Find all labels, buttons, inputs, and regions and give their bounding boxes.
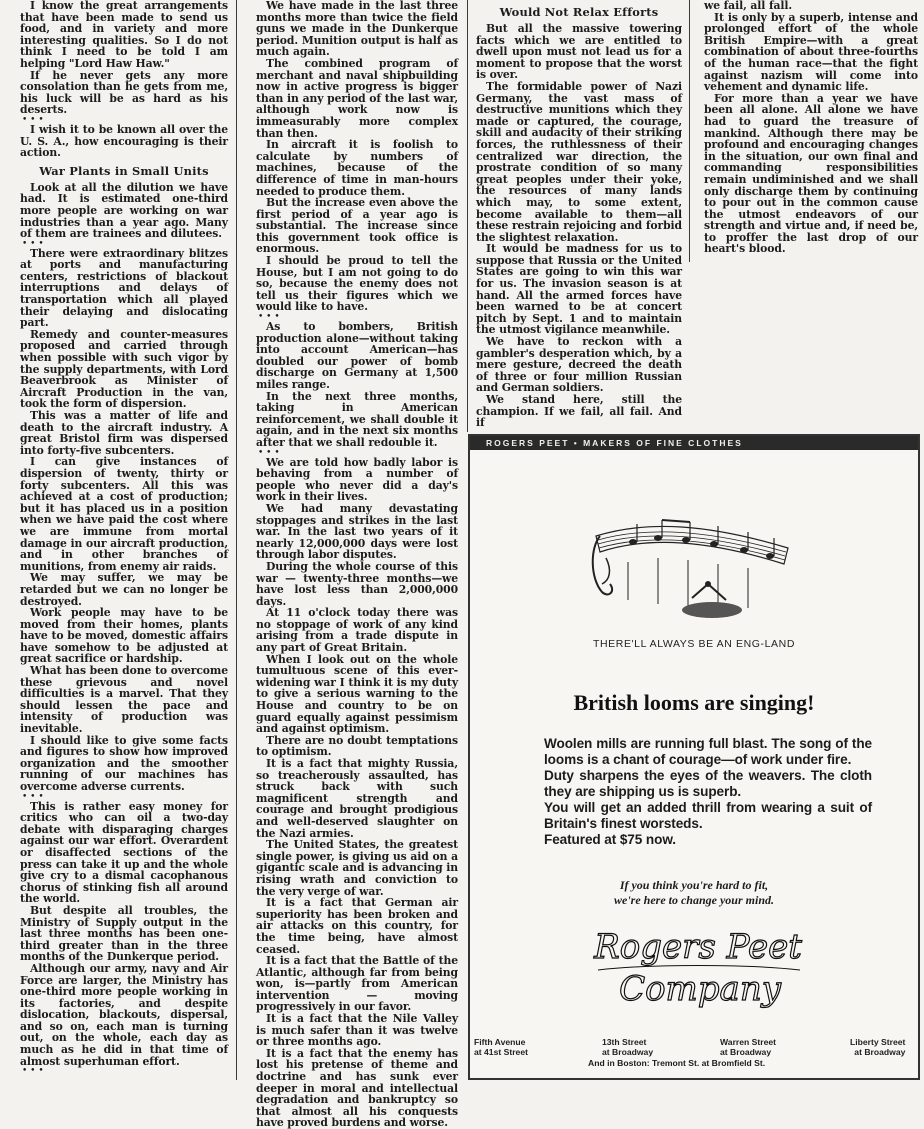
paragraph: But despite all troubles, the Ministry of Supply output in the last three months has been one-third greater than in the three months of the Dunkerque period. xyxy=(20,903,228,964)
store-location xyxy=(474,1038,528,1057)
rogers-peet-logo xyxy=(588,920,808,1016)
store-location xyxy=(720,1038,776,1057)
paragraph: In the next three months, taking in American reinforcement, we shall double it again, and in the next six months after that we shall redouble it. xyxy=(256,389,458,449)
ad-body-copy xyxy=(532,736,872,848)
section-stars: • • • xyxy=(258,447,280,458)
paragraph: Although our army, navy and Air Force are larger, the Ministry has one-third more people working in its factories, and despite dislocation, blackouts, dispersal, and so on, each man is turning out, on the whole, each day as much as he did in that time of almost superhuman effort. xyxy=(20,961,228,1068)
paragraph: I can give instances of dispersion of twenty, thirty or forty subcenters. All this was achieved at a cost of production; but it has placed us in a position when we have paid the cost where we are immune from mortal damage in our aircraft production, and in other branches of munitions, from enemy air raids. xyxy=(20,455,228,573)
ad-tagline: we're here to change your mind. xyxy=(613,893,774,907)
paragraph: We had many devastating stoppages and strikes in the last war. In the last two years of it nearly 12,000,000 days were lost through labor disputes. xyxy=(256,501,458,562)
paragraph: But the increase even above the first period of a year ago is substantial. The increase since this government took office is enormous. xyxy=(256,196,458,256)
boston-location: And in Boston: Tremont St. at Bromfield St. xyxy=(588,1058,766,1068)
subheading: War Plants in Small Units xyxy=(39,163,209,178)
paragraph: This was a matter of life and death to the aircraft industry. A great Bristol firm was dispersed into forty-five subcenters. xyxy=(20,409,228,457)
paragraph: We have made in the last three months more than twice the field guns we made in the Dunkerque period. Munition output is half as much again. xyxy=(256,0,458,59)
paragraph: As to bombers, British production alone—without taking into account American—has doubled our power of bomb discharge on Germany at 1,500 miles range. xyxy=(256,320,458,391)
store-location xyxy=(602,1038,653,1057)
paragraph: The combined program of merchant and naval shipbuilding now in active progress is bigger than in any period of the last war, although work now is immeasurably more complex than then. xyxy=(256,56,458,140)
paragraph: It would be madness for us to suppose that Russia or the United States are going to win this war for us. The invasion season is at hand. All the armed forces have been warned to be at concert pitch by Sept. 1 and to maintain the utmost vigilance meanwhile. xyxy=(476,242,682,337)
section-stars: • • • xyxy=(22,1066,44,1077)
paragraph: I should be proud to tell the House, but I am not going to do so, because the enemy does not tell us their figures which we would like to have. xyxy=(256,254,458,314)
paragraph: If he never gets any more consolation than he gets from me, his luck will be as hard as his deserts. xyxy=(20,68,228,117)
rogers-peet-advertisement xyxy=(468,434,920,1080)
article-column-1 xyxy=(2,0,234,1080)
paragraph: Work people may have to be moved from their homes, plants have to be moved, domestic affairs have somehow to be adjusted at great sacrifice or hardship. xyxy=(20,606,228,666)
paragraph: It is a fact that the Nile Valley is much safer than it was twelve or three months ago. xyxy=(256,1012,458,1049)
paragraph: For more than a year we have been all alone. All alone we have had to guard the treasure of mankind. Although there may be profound and encouraging changes in the situation, our own final and commanding responsibilities remain undiminished and we shall only discharge them by continuing to pour out in the common cause the utmost endeavors of our strength and virtue and, if need be, to proffer the last drop of our heart's blood. xyxy=(704,91,918,256)
illustration-caption: THERE'LL ALWAYS BE AN ENG-LAND xyxy=(592,638,796,650)
paragraph: we fail, all fall. xyxy=(704,0,793,12)
paragraph: Remedy and counter-measures proposed and carried through when possible with such vigor by the supply departments, with Lord Beaverbrook as Minister of Aircraft Production in the van, took the form of dispersion. xyxy=(20,327,228,411)
paragraph: It is a fact that mighty Russia, so treacherously assaulted, has struck back with such magnificent strength and courage and brought prodigious and well-deserved slaughter on the Nazi armies. xyxy=(256,757,458,840)
ad-paragraph: Woolen mills are running full blast. The song of the looms is a chant of courage—of work under fire. xyxy=(544,736,872,767)
section-stars: • • • xyxy=(258,312,280,323)
paragraph: There were extraordinary blitzes at ports and manufacturing centers, restrictions of blackout interruptions and delays of transportation which all played their delaying and dislocating part. xyxy=(20,246,228,330)
location-line: at Broadway xyxy=(854,1046,906,1057)
logo-text-line2: Company xyxy=(619,969,781,1009)
column-rule-2 xyxy=(467,0,468,432)
ad-headline: British looms are singing! xyxy=(573,690,815,715)
column-rule-1 xyxy=(236,0,237,1080)
ad-paragraph: Duty sharpens the eyes of the weavers. The cloth they are shipping us is superb. xyxy=(544,768,872,799)
paragraph: We are told how badly labor is behaving from a number of people who never did a day's work in their lives. xyxy=(256,455,458,504)
paragraph: I wish it to be known all over the U. S. A., how encouraging is their action. xyxy=(20,122,228,160)
paragraph: We may suffer, we may be retarded but we can no longer be destroyed. xyxy=(20,571,228,608)
music-staff-illustration xyxy=(588,518,798,624)
logo-text-line1: Rogers Peet xyxy=(594,927,802,967)
section-stars: • • • xyxy=(22,114,44,125)
paragraph: This is rather easy money for critics who can oil a two-day debate with disparaging charges against our war effort. Overardent or disaffected sections of the press can take it up and the whole give cry to a dismal cacophanous chorus of stinking fish all around the world. xyxy=(20,799,228,906)
paragraph: The formidable power of Nazi Germany, the vast mass of destructive munitions which they made or captured, the courage, skill and audacity of their striking forces, the ruthlessness of their centralized war direction, the prostrate condition of so many great peoples under their yoke, the resources of many lands which may, to some extent, become available to them—all these restrain rejoicing and forbid the slightest relaxation. xyxy=(476,79,682,244)
paragraph: During the whole course of this war — twenty-three months—we have lost less than 2,000,000 days. xyxy=(256,559,458,608)
paragraph: At 11 o'clock today there was no stoppage of work of any kind arising from a trade dispute in any part of Great Britain. xyxy=(256,606,458,655)
store-location xyxy=(850,1038,905,1057)
location-line: Liberty Street xyxy=(850,1037,906,1047)
paragraph: I know the great arrangements that have been made to send us food, and in variety and more interesting qualities. So I do not think I need to be told I am helping "Lord Haw Haw." xyxy=(20,0,228,70)
paragraph: Look at all the dilution we have had. It is estimated one-third more people are working on war industries than a year ago. Many of them are trainees and dilutees. xyxy=(20,180,228,241)
paragraph: It is only by a superb, intense and prolonged effort of the whole British Empire—with a great combination of about three-fourths of the human race—that the fight against nazism will come into vehement and dynamic life. xyxy=(704,10,918,94)
paragraph: The United States, the greatest single power, is giving us aid on a gigantic scale and is advancing in rising wrath and conviction to the very verge of war. xyxy=(256,838,458,898)
paragraph: It is a fact that the enemy has lost his pretense of theme and doctrine and has sunk ever deeper in moral and intellectual degradation and bankruptcy so that almost all his conquests have proved burdens and worse. xyxy=(256,1046,458,1129)
location-line: Warren Street xyxy=(720,1037,777,1047)
paragraph: In aircraft it is foolish to calculate by numbers of machines, because of the difference of time in man-hours needed to produce them. xyxy=(256,138,458,198)
location-line: Fifth Avenue xyxy=(474,1037,526,1047)
paragraph: It is a fact that the Battle of the Atlantic, although far from being won, is—partly from American intervention — moving progressively in our favor. xyxy=(256,954,458,1014)
paragraph: We have to reckon with a gambler's desperation which, by a mere gesture, decreed the death of three or four million Russian and German soldiers. xyxy=(476,335,682,395)
ad-tagline: If you think you're hard to fit, xyxy=(619,878,769,892)
subheading: Would Not Relax Efforts xyxy=(499,5,659,19)
section-stars: • • • xyxy=(22,791,44,802)
location-line: 13th Street xyxy=(602,1037,647,1047)
paragraph: What has been done to overcome these grievous and novel difficulties is a marvel. That they should lessen the pace and intensity of production was inevitable. xyxy=(20,664,228,736)
location-line: at Broadway xyxy=(720,1046,772,1057)
paragraph: It is a fact that German air superiority has been broken and air attacks on this country, for the time being, have almost ceased. xyxy=(256,896,458,956)
ad-header-band: ROGERS PEET • MAKERS OF FINE CLOTHES xyxy=(470,436,918,450)
section-stars: • • • xyxy=(22,238,44,249)
location-line: at 41st Street xyxy=(474,1046,528,1057)
ad-price: Featured at $75 now. xyxy=(544,832,676,847)
paragraph: But all the massive towering facts which we are entitled to dwell upon must not lead us for a moment to propose that the worst is over. xyxy=(476,22,682,82)
article-column-3 xyxy=(470,0,688,428)
article-column-4 xyxy=(690,0,924,262)
paragraph: When I look out on the whole tumultuous scene of this ever-widening war I think it is my duty to give a serious warning to the House and country to be on guard equally against pessimism and against optimism. xyxy=(256,652,458,736)
ad-paragraph: You will get an added thrill from wearing a suit of Britain's finest worsteds. xyxy=(544,800,872,831)
paragraph: I should like to give some facts and figures to show how improved organization and the smoother running of our machines has overcome adverse currents. xyxy=(20,733,228,793)
paragraph: There are no doubt temptations to optimism. xyxy=(256,733,458,759)
paragraph: We stand here, still the champion. If we fail, all fail. And if xyxy=(476,393,682,430)
location-line: at Broadway xyxy=(602,1046,654,1057)
article-column-2 xyxy=(240,0,466,1129)
